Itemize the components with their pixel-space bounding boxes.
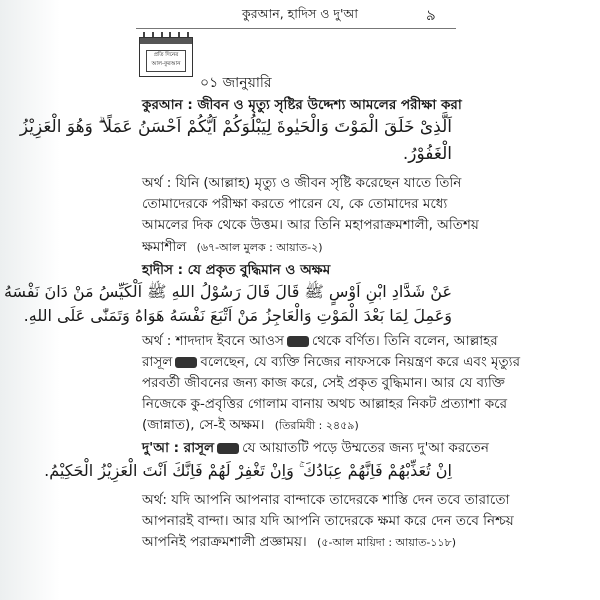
quran-meaning-line-2: তোমাদেরকে পরীক্ষা করতে পারেন যে, কে তোমাদের মধ্যে — [142, 196, 448, 212]
salutation-glyph-icon — [175, 357, 197, 368]
dua-meaning-line-2: আপনারই বান্দা। আর যদি আপনি তাদেরকে ক্ষমা করে দেন তবে নিশ্চয় — [142, 513, 514, 529]
hadith-meaning-line-4: নিজেকে কু-প্রবৃত্তির গোলাম বানায় অথচ আল্লাহর নিকট প্রত্যাশা করে — [142, 396, 507, 412]
quran-arabic-line-2: الْغَفُوْرُ. — [402, 144, 452, 164]
page-number: ৯ — [426, 6, 436, 24]
hadith-meaning-line-5: (জান্নাত), সে-ই অক্ষম। (তিরমিযী : ২৪৫৯) — [142, 417, 359, 433]
dua-heading: দু'আ : রাসূল যে আয়াতটি পড়ে উম্মতের জন্য দু'আ করতেন — [142, 440, 489, 456]
date-label: ০১ জানুয়ারি — [200, 75, 272, 91]
quran-heading: কুরআন : জীবন ও মৃত্যু সৃষ্টির উদ্দেশ্য আমলের পরীক্ষা করা — [142, 97, 462, 113]
calendar-tag: প্রতি দিনের আল-কুরআন — [146, 50, 186, 72]
hadith-arabic-line-1: عَنْ شَدَّادِ ابْنِ اَوْسٍ ﷺ قَالَ قَالَ رَسُوْلُ اللهِ ﷺ اَلْكَيِّسُ مَنْ دَانَ نَفْسَهُ — [3, 282, 452, 301]
salutation-glyph-icon — [217, 443, 239, 454]
quran-meaning-line-1: অর্থ : যিনি (আল্লাহ) মৃত্যু ও জীবন সৃষ্টি করেছেন যাতে তিনি — [142, 175, 462, 191]
hadith-meaning-line-2: রাসূল বলেছেন, যে ব্যক্তি নিজের নাফসকে নিয়ন্ত্রণ করে এবং মৃত্যুর — [142, 354, 521, 370]
quran-arabic-line-1: اَلَّذِىْ خَلَقَ الْمَوْتَ وَالْحَيٰوةَ لِيَبْلُوَكُمْ اَيُّكُمْ اَحْسَنُ عَمَلًا ۗ وَهُوَ الْعَزِيْزُ — [19, 117, 452, 137]
hadith-heading: হাদীস : যে প্রকৃত বুদ্ধিমান ও অক্ষম — [142, 262, 331, 278]
dua-reference: (৫-আল মায়িদা : আয়াত-১১৮) — [317, 536, 456, 549]
running-header-title: কুরআন, হাদিস ও দু'আ — [242, 6, 358, 21]
hadith-reference: (তিরমিযী : ২৪৫৯) — [274, 419, 359, 432]
quran-meaning-line-3: আমলের দিক থেকে উত্তম। আর তিনি মহাপরাক্রমশালী, অতিশয় — [142, 217, 479, 233]
dua-meaning-line-3: আপনিই পরাক্রমশালী প্রজ্ঞাময়। (৫-আল মায়িদা : আয়াত-১১৮) — [142, 534, 456, 550]
header-rule — [136, 28, 456, 29]
quran-reference: (৬৭-আল মুলক : আয়াত-২) — [196, 241, 323, 254]
quran-meaning-line-4: ক্ষমাশীল (৬৭-আল মুলক : আয়াত-২) — [142, 239, 323, 255]
salutation-glyph-icon — [287, 336, 309, 347]
dua-meaning-line-1: অর্থ: যদি আপনি আপনার বান্দাকে তাদেরকে শাস্তি দেন তবে তারাতো — [142, 492, 510, 508]
hadith-meaning-line-1: অর্থ : শাদদাদ ইবনে আওস থেকে বর্ণিত। তিনি বলেন, আল্লাহর — [142, 333, 498, 349]
hadith-arabic-line-2: وَعَمِلَ لِمَا بَعْدَ الْمَوْتِ وَالْعَاجِزُ مَنْ اَتْبَعَ نَفْسَهُ هَوَاهُ وَتَمَنّٰى عَلَى اللهِ. — [23, 306, 452, 325]
calendar-icon — [139, 32, 193, 78]
dua-arabic-line-1: اِنْ تُعَذِّبْهُمْ فَاِنَّهُمْ عِبَادُكَ ۚ وَاِنْ تَغْفِرْ لَهُمْ فَاِنَّكَ اَنْتَ الْعَزِيْزُ الْحَكِيْمُ. — [44, 461, 452, 480]
hadith-meaning-line-3: পরবর্তী জীবনের জন্য কাজ করে, সেই প্রকৃত বুদ্ধিমান। আর যে ব্যক্তি — [142, 375, 505, 391]
